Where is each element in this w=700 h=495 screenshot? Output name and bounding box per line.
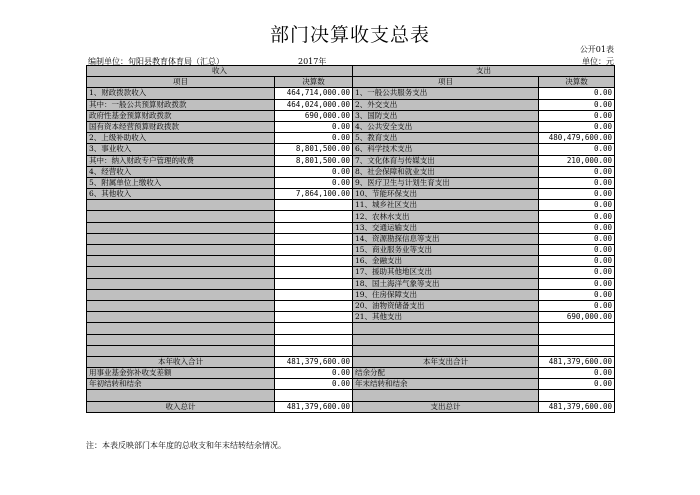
expense-amount: 690,000.00 xyxy=(539,312,615,323)
expense-amount: 0.00 xyxy=(539,177,615,188)
expense-item: 20、油物资储备支出 xyxy=(353,300,539,311)
compiling-unit: 编制单位：旬阳县教育体育局（汇总） xyxy=(88,57,224,66)
expense-amount: 0.00 xyxy=(539,222,615,233)
income-amount: 464,714,000.00 xyxy=(275,88,353,99)
table-row xyxy=(87,144,615,155)
expense-item xyxy=(353,345,539,356)
expense-item: 19、住房保障支出 xyxy=(353,289,539,300)
income-amount xyxy=(275,211,353,222)
expense-amount: 481,379,600.00 xyxy=(539,401,615,412)
table-row xyxy=(87,390,615,401)
income-amount xyxy=(275,312,353,323)
income-item xyxy=(87,211,275,222)
income-item: 4、经营收入 xyxy=(87,166,275,177)
income-item: 其中：纳入财政专户管理的收费 xyxy=(87,155,275,166)
expense-item xyxy=(353,390,539,401)
income-amount xyxy=(275,256,353,267)
expense-item: 10、节能环保支出 xyxy=(353,189,539,200)
expense-amount: 0.00 xyxy=(539,256,615,267)
table-row xyxy=(87,189,615,200)
expense-item: 13、交通运输支出 xyxy=(353,222,539,233)
table-row xyxy=(87,379,615,390)
expense-amount: 0.00 xyxy=(539,245,615,256)
expense-amount: 0.00 xyxy=(539,379,615,390)
table-row xyxy=(87,233,615,244)
table-row xyxy=(87,211,615,222)
income-amount xyxy=(275,278,353,289)
expense-amount: 0.00 xyxy=(539,110,615,121)
expense-item-header: 项目 xyxy=(353,77,539,88)
table-row xyxy=(87,200,615,211)
expense-amount: 0.00 xyxy=(539,211,615,222)
table-row xyxy=(87,368,615,379)
income-item: 1、财政拨款收入 xyxy=(87,88,275,99)
income-item: 本年收入合计 xyxy=(87,356,275,367)
expense-item: 11、城乡社区支出 xyxy=(353,200,539,211)
table-row xyxy=(87,256,615,267)
expense-header: 支出 xyxy=(353,66,615,77)
expense-item: 结余分配 xyxy=(353,368,539,379)
income-item xyxy=(87,312,275,323)
expense-amount: 0.00 xyxy=(539,289,615,300)
table-row xyxy=(87,133,615,144)
expense-item: 9、医疗卫生与计划生育支出 xyxy=(353,177,539,188)
section-header-row xyxy=(87,66,615,77)
income-amount xyxy=(275,267,353,278)
income-amount-header: 决算数 xyxy=(275,77,353,88)
income-item xyxy=(87,278,275,289)
income-amount: 464,024,000.00 xyxy=(275,99,353,110)
income-item xyxy=(87,345,275,356)
expense-amount: 0.00 xyxy=(539,267,615,278)
table-row xyxy=(87,323,615,334)
expense-item: 支出总计 xyxy=(353,401,539,412)
table-row xyxy=(87,334,615,345)
expense-item: 1、一般公共服务支出 xyxy=(353,88,539,99)
income-amount: 8,801,500.00 xyxy=(275,155,353,166)
expense-item: 16、金融支出 xyxy=(353,256,539,267)
table-row xyxy=(87,300,615,311)
income-item: 国有资本经营预算财政拨款 xyxy=(87,121,275,132)
expense-amount: 0.00 xyxy=(539,166,615,177)
income-amount xyxy=(275,200,353,211)
income-item: 3、事业收入 xyxy=(87,144,275,155)
income-item xyxy=(87,323,275,334)
expense-item: 7、文化体育与传媒支出 xyxy=(353,155,539,166)
table-row xyxy=(87,356,615,367)
income-amount: 481,379,600.00 xyxy=(275,356,353,367)
table-row xyxy=(87,267,615,278)
income-item xyxy=(87,245,275,256)
expense-item: 本年支出合计 xyxy=(353,356,539,367)
table-row xyxy=(87,121,615,132)
expense-item: 2、外交支出 xyxy=(353,99,539,110)
expense-amount: 0.00 xyxy=(539,88,615,99)
table-row xyxy=(87,289,615,300)
table-body xyxy=(87,66,615,413)
expense-amount: 0.00 xyxy=(539,200,615,211)
expense-amount: 0.00 xyxy=(539,121,615,132)
expense-item: 年末结转和结余 xyxy=(353,379,539,390)
table-row xyxy=(87,345,615,356)
income-item xyxy=(87,267,275,278)
income-item: 其中：一般公共预算财政拨款 xyxy=(87,99,275,110)
expense-item xyxy=(353,323,539,334)
income-item xyxy=(87,222,275,233)
income-item xyxy=(87,200,275,211)
expense-amount: 0.00 xyxy=(539,99,615,110)
income-item: 用事业基金弥补收支差额 xyxy=(87,368,275,379)
report-title: 部门决算收支总表 xyxy=(269,24,430,46)
expense-amount: 0.00 xyxy=(539,189,615,200)
table-row xyxy=(87,99,615,110)
income-item: 2、上级补助收入 xyxy=(87,133,275,144)
income-item: 收入总计 xyxy=(87,401,275,412)
footnote: 注：本表反映部门本年度的总收支和年末结转结余情况。 xyxy=(86,441,286,450)
money-unit: 单位：元 xyxy=(582,57,614,66)
expense-item: 4、公共安全支出 xyxy=(353,121,539,132)
expense-item: 3、国防支出 xyxy=(353,110,539,121)
expense-amount: 210,000.00 xyxy=(539,155,615,166)
expense-amount xyxy=(539,323,615,334)
expense-item: 14、资源勘探信息等支出 xyxy=(353,233,539,244)
income-amount: 8,801,500.00 xyxy=(275,144,353,155)
income-item xyxy=(87,256,275,267)
expense-item: 17、援助其他地区支出 xyxy=(353,267,539,278)
income-amount xyxy=(275,289,353,300)
table-row xyxy=(87,110,615,121)
table-row xyxy=(87,278,615,289)
expense-amount xyxy=(539,345,615,356)
income-amount: 0.00 xyxy=(275,166,353,177)
table-row xyxy=(87,88,615,99)
income-amount xyxy=(275,300,353,311)
income-item: 年初结转和结余 xyxy=(87,379,275,390)
expense-item xyxy=(353,334,539,345)
expense-item: 18、国土海洋气象等支出 xyxy=(353,278,539,289)
income-amount xyxy=(275,233,353,244)
table-row xyxy=(87,222,615,233)
expense-amount: 0.00 xyxy=(539,278,615,289)
income-item-header: 项目 xyxy=(87,77,275,88)
income-amount: 0.00 xyxy=(275,177,353,188)
expense-amount: 0.00 xyxy=(539,144,615,155)
income-amount xyxy=(275,390,353,401)
income-amount: 690,000.00 xyxy=(275,110,353,121)
income-item xyxy=(87,233,275,244)
expense-amount xyxy=(539,334,615,345)
expense-item: 8、社会保障和就业支出 xyxy=(353,166,539,177)
income-amount: 481,379,600.00 xyxy=(275,401,353,412)
column-header-row xyxy=(87,77,615,88)
income-amount: 0.00 xyxy=(275,133,353,144)
income-item xyxy=(87,289,275,300)
table-row xyxy=(87,177,615,188)
expense-amount xyxy=(539,390,615,401)
expense-amount: 481,379,600.00 xyxy=(539,356,615,367)
income-header: 收入 xyxy=(87,66,353,77)
income-item: 6、其他收入 xyxy=(87,189,275,200)
expense-item: 5、教育支出 xyxy=(353,133,539,144)
report-year: 2017年 xyxy=(298,57,327,66)
expense-item: 21、其他支出 xyxy=(353,312,539,323)
income-item xyxy=(87,390,275,401)
expense-item: 15、商业服务业等支出 xyxy=(353,245,539,256)
income-amount xyxy=(275,334,353,345)
expense-amount-header: 决算数 xyxy=(539,77,615,88)
income-amount xyxy=(275,245,353,256)
income-expense-table xyxy=(86,65,615,413)
income-item: 5、附属单位上缴收入 xyxy=(87,177,275,188)
expense-amount: 0.00 xyxy=(539,300,615,311)
table-row xyxy=(87,312,615,323)
income-amount xyxy=(275,222,353,233)
income-amount: 0.00 xyxy=(275,379,353,390)
table-row xyxy=(87,245,615,256)
income-amount: 7,864,100.00 xyxy=(275,189,353,200)
income-amount: 0.00 xyxy=(275,368,353,379)
expense-amount: 0.00 xyxy=(539,368,615,379)
expense-amount: 480,479,600.00 xyxy=(539,133,615,144)
income-amount: 0.00 xyxy=(275,121,353,132)
income-amount xyxy=(275,345,353,356)
expense-item: 6、科学技术支出 xyxy=(353,144,539,155)
form-code: 公开01表 xyxy=(579,45,614,54)
table-row xyxy=(87,166,615,177)
table-row xyxy=(87,155,615,166)
expense-item: 12、农林水支出 xyxy=(353,211,539,222)
income-item: 政府性基金预算财政拨款 xyxy=(87,110,275,121)
income-item xyxy=(87,334,275,345)
income-item xyxy=(87,300,275,311)
table-row xyxy=(87,401,615,412)
income-amount xyxy=(275,323,353,334)
expense-amount: 0.00 xyxy=(539,233,615,244)
